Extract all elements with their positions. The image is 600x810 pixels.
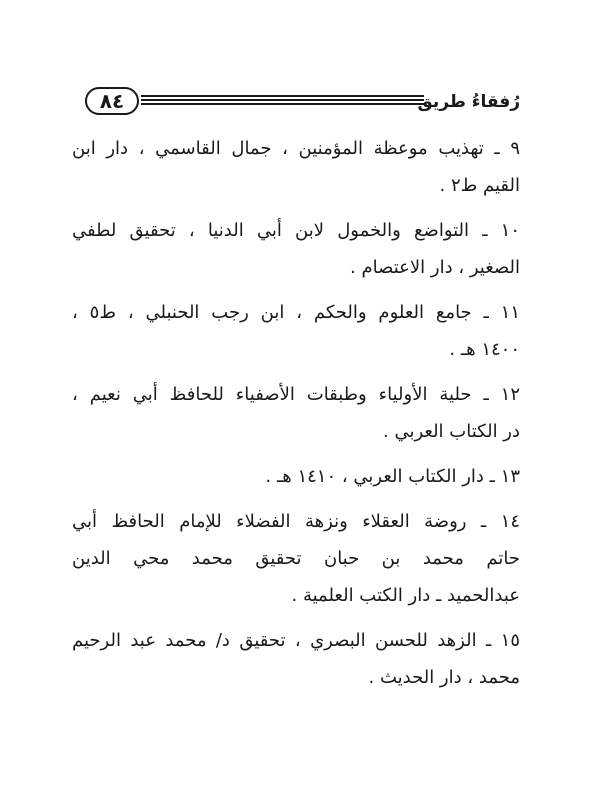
reference-line: ١٤ ـ روضة العقلاء ونزهة الفضلاء للإمام الحافظ أبي — [72, 511, 520, 532]
reference-line: در الكتاب العربي . — [383, 421, 520, 442]
reference-line: ١٣ ـ دار الكتاب العربي ، ١٤١٠ هـ . — [265, 466, 520, 487]
header-rule-line — [141, 103, 424, 105]
reference-list — [72, 130, 520, 704]
page-number: ٨٤ — [85, 87, 139, 115]
reference-line: عبدالحميد ـ دار الكتب العلمية . — [291, 585, 520, 606]
reference-item — [72, 294, 520, 368]
book-title: رُفقاءُ طريق — [417, 92, 520, 112]
header-rule-line — [141, 99, 424, 101]
header-rule-line — [141, 95, 424, 97]
reference-line: القيم ط٢ . — [439, 175, 520, 196]
reference-line: الصغير ، دار الاعتصام . — [350, 257, 520, 278]
reference-item — [72, 458, 520, 495]
reference-line: ١٥ ـ الزهد للحسن البصري ، تحقيق د/ محمد عبد الرحيم — [72, 630, 520, 651]
reference-line: ١٠ ـ التواضع والخمول لابن أبي الدنيا ، تحقيق لطفي — [72, 220, 520, 241]
header-rule — [141, 95, 424, 106]
reference-line: ١١ ـ جامع العلوم والحكم ، ابن رجب الحنبلي ، ط٥ ، — [72, 302, 521, 323]
reference-item — [72, 376, 520, 450]
reference-line: ١٤٠٠ هـ . — [449, 339, 520, 360]
reference-line: حاتم محمد بن حبان تحقيق محمد محي الدين — [72, 548, 520, 569]
page-header — [85, 86, 520, 118]
reference-line: ٩ ـ تهذيب موعظة المؤمنين ، جمال القاسمي ، دار ابن — [72, 138, 520, 159]
reference-line: محمد ، دار الحديث . — [368, 667, 520, 688]
reference-item — [72, 503, 520, 614]
reference-item — [72, 212, 520, 286]
reference-item — [72, 130, 520, 204]
reference-item — [72, 622, 520, 696]
reference-line: ١٢ ـ حلية الأولياء وطبقات الأصفياء للحافظ أبي نعيم ، — [72, 384, 520, 405]
